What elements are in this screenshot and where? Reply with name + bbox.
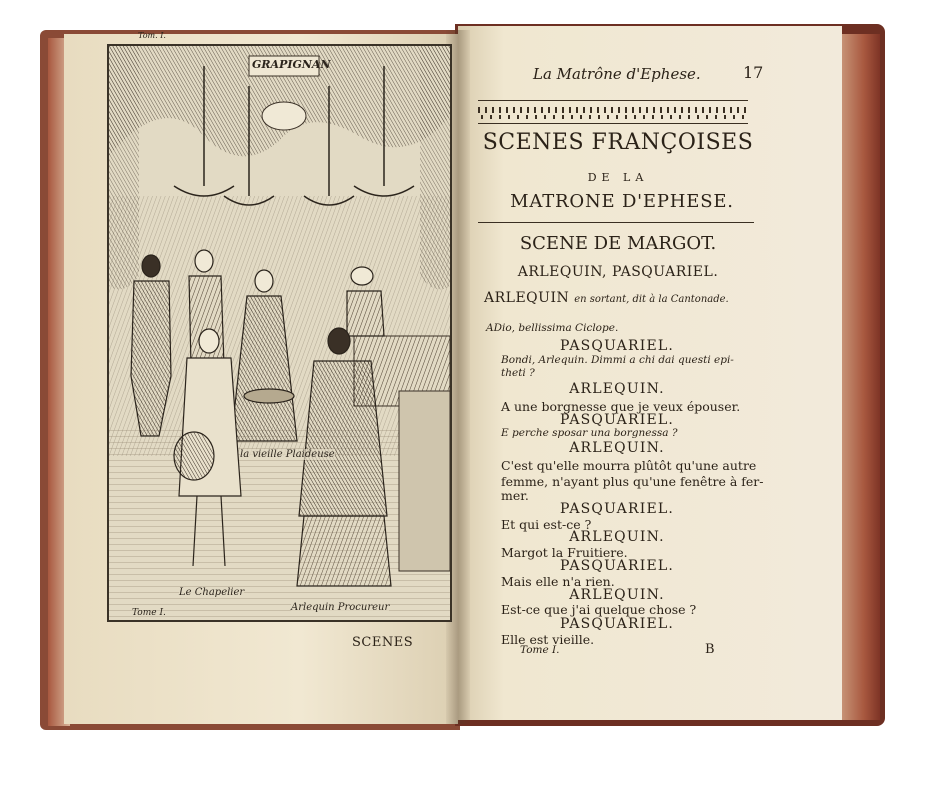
running-head: La Matrône d'Ephese. bbox=[533, 65, 701, 83]
dialogue-line: mer. bbox=[501, 488, 529, 503]
dialogue-line: E perche sposar una borgnessa ? bbox=[501, 427, 678, 439]
speaker-name: PASQUARIEL. bbox=[559, 338, 675, 354]
scene-title: SCENE DE MARGOT. bbox=[519, 233, 717, 254]
page-edges-right bbox=[840, 34, 880, 720]
stage-direction: en sortant, dit à la Cantonade. bbox=[574, 294, 729, 305]
engraved-plate bbox=[107, 44, 452, 622]
title-rule bbox=[478, 222, 754, 223]
dialogue-line: Elle est vieille. bbox=[501, 632, 595, 647]
footer-volume: Tome I. bbox=[520, 644, 560, 656]
dialogue-line: Bondi, Arlequin. Dimmi a chi dai questi epi- bbox=[501, 354, 734, 366]
page-number: 17 bbox=[743, 63, 764, 82]
title-line-3: MATRONE D'EPHESE. bbox=[510, 191, 734, 212]
dialogue-line: theti ? bbox=[501, 367, 535, 379]
dialogue-line: ADio, bellissima Ciclope. bbox=[486, 322, 619, 334]
plate-volume: Tome I. bbox=[132, 608, 166, 618]
title-line-1: SCENES FRANÇOISES bbox=[482, 130, 754, 155]
dialogue-line: Et qui est-ce ? bbox=[501, 517, 592, 532]
signature-mark: B bbox=[705, 642, 715, 657]
title-line-2: DE LA bbox=[587, 171, 649, 184]
plate-number: Tom. I. bbox=[138, 31, 166, 40]
stage-header bbox=[484, 290, 729, 306]
speaker-name: PASQUARIEL. bbox=[559, 616, 675, 632]
speaker-name: ARLEQUIN. bbox=[569, 529, 665, 545]
character-list: ARLEQUIN, PASQUARIEL. bbox=[517, 264, 719, 280]
caption-le-chapelier: Le Chapelier bbox=[179, 587, 245, 598]
engraving-illustration bbox=[109, 46, 450, 620]
speaker-name: PASQUARIEL. bbox=[559, 558, 675, 574]
speaker-name: ARLEQUIN. bbox=[569, 381, 665, 397]
catchword: SCENES bbox=[352, 635, 414, 650]
speaker-name: ARLEQUIN. bbox=[569, 587, 665, 603]
speaker-name: PASQUARIEL. bbox=[559, 412, 675, 428]
dialogue-line: Margot la Fruitiere. bbox=[501, 545, 628, 560]
speaker-name: ARLEQUIN. bbox=[569, 440, 665, 456]
dialogue-line: femme, n'ayant plus qu'une fenêtre à fer- bbox=[501, 474, 764, 489]
dialogue-line: Est-ce que j'ai quelque chose ? bbox=[501, 602, 697, 617]
dialogue-line: A une borgnesse que je veux épouser. bbox=[501, 399, 741, 414]
dialogue-line: Mais elle n'a rien. bbox=[501, 574, 615, 589]
caption-la-vieille-plaideuse: la vieille Plaideuse bbox=[240, 449, 335, 460]
ornament-band bbox=[478, 100, 748, 124]
stage-speaker: ARLEQUIN bbox=[484, 290, 570, 306]
speaker-name: PASQUARIEL. bbox=[559, 501, 675, 517]
dialogue-line: C'est qu'elle mourra plûtôt qu'une autre bbox=[501, 458, 757, 473]
plate-sign: GRAPIGNAN bbox=[252, 58, 331, 71]
caption-arlequin-procureur: Arlequin Procureur bbox=[291, 602, 390, 613]
